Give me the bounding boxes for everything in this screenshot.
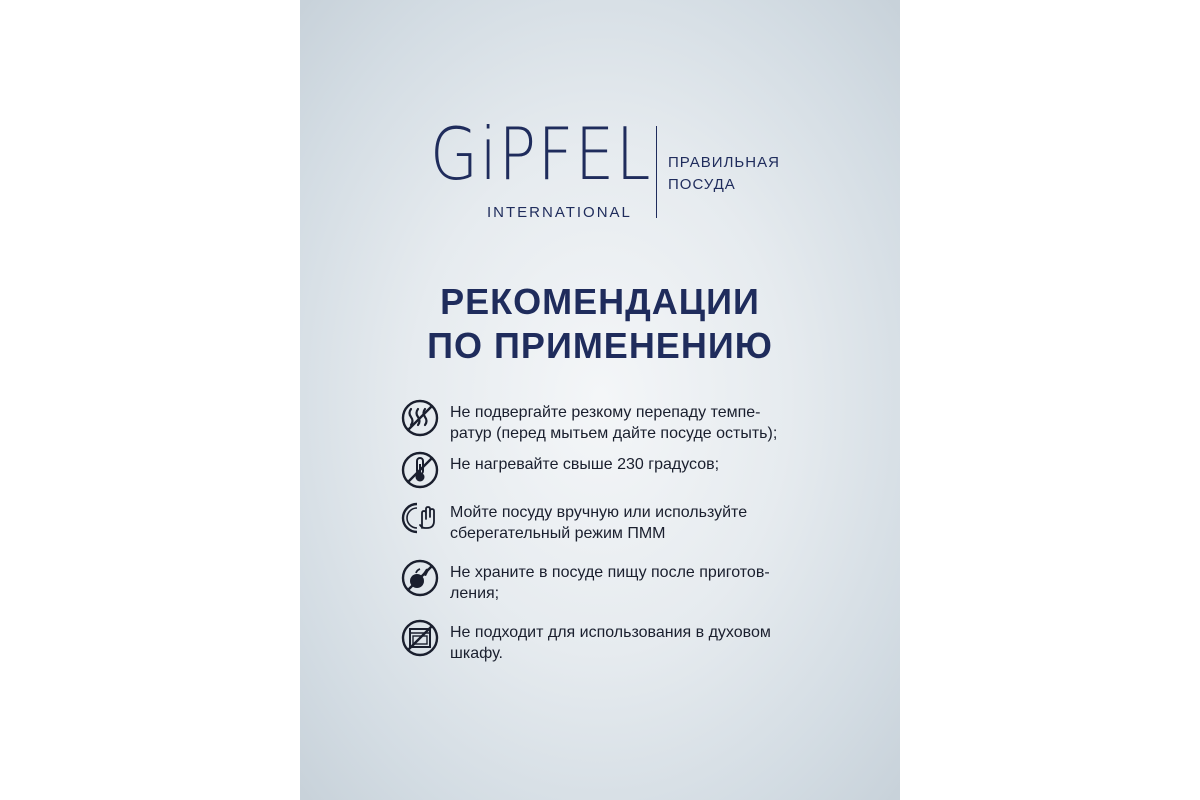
no-food-storage-icon: [400, 558, 440, 598]
list-item-line1: Не нагревайте свыше 230 градусов;: [450, 456, 720, 473]
list-item-text: [450, 502, 840, 544]
list-item-line1: Не подходит для использования в духовом: [450, 624, 771, 641]
no-oven-icon: [400, 618, 440, 658]
no-temperature-shock-icon: [400, 398, 440, 438]
hand-wash-icon: [400, 498, 440, 538]
logo-tagline: [668, 152, 780, 196]
list-item-text: [450, 622, 840, 664]
logo-divider: [656, 126, 657, 218]
logo-tagline-line2: ПОСУДА: [668, 176, 736, 193]
no-high-heat-icon: [400, 450, 440, 490]
gipfel-logo: [430, 112, 790, 228]
product-info-card: [300, 0, 900, 800]
list-item-line1: Мойте посуду вручную или используйте: [450, 504, 748, 521]
list-item-line2: ратур (перед мытьем дайте посуде остыть);: [450, 425, 778, 442]
logo-subtitle: INTERNATIONAL: [487, 204, 632, 221]
list-item-text: [450, 562, 840, 604]
logo-wordmark: GiPFEL: [430, 112, 653, 196]
page-title: [300, 280, 900, 368]
list-item-line1: Не подвергайте резкому перепаду темпе-: [450, 404, 761, 421]
list-item-text: [450, 454, 840, 475]
list-item-line2: ления;: [450, 585, 500, 602]
list-item-line1: Не храните в посуде пищу после приготов-: [450, 564, 770, 581]
list-item-line2: шкафу.: [450, 645, 503, 662]
list-item-line2: сберегательный режим ПММ: [450, 525, 666, 542]
page-title-line1: РЕКОМЕНДАЦИИ: [440, 281, 760, 322]
page-title-line2: ПО ПРИМЕНЕНИЮ: [427, 325, 773, 366]
logo-tagline-line1: ПРАВИЛЬНАЯ: [668, 154, 780, 171]
list-item-text: [450, 402, 840, 444]
